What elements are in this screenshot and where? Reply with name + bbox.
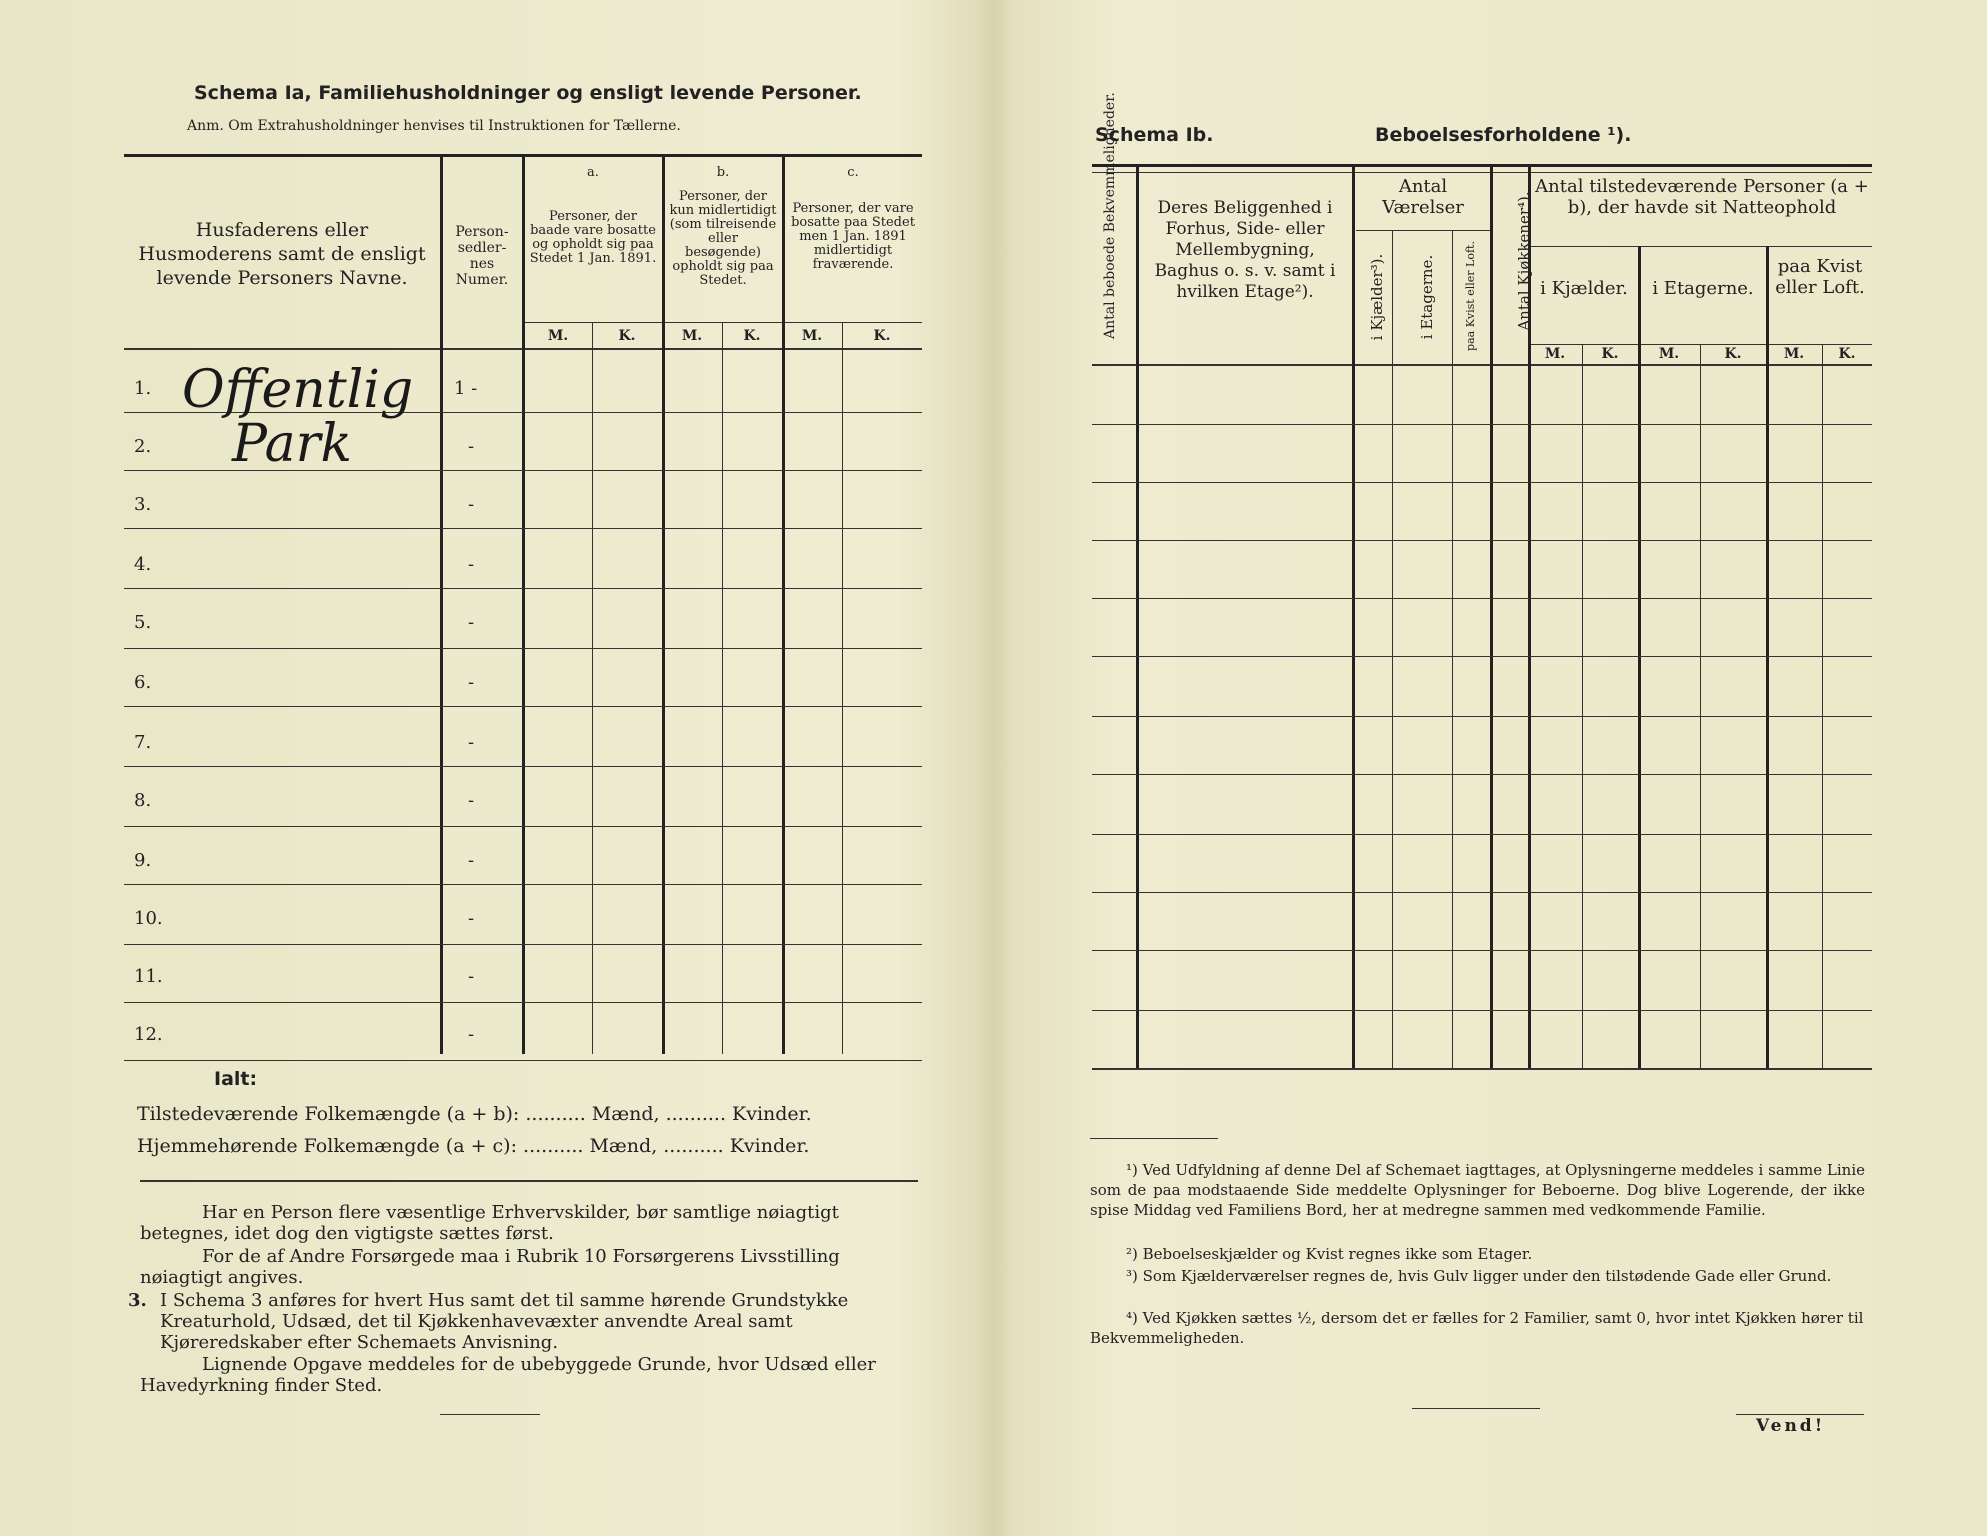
footnote-3: ³) Som Kjælderværelser regnes de, hvis Gulv ligger under den tilstødende Gade eller Grund. bbox=[1126, 1267, 1832, 1285]
annotation-note: Anm. Om Extrahusholdninger henvises til Instruktionen for Tællerne. bbox=[187, 118, 681, 134]
col-name-header: Husfaderens eller Husmoderens samt de ensligt levende Personers Navne. bbox=[138, 219, 426, 289]
col-c-m: M. bbox=[801, 328, 823, 344]
person-number: - bbox=[468, 850, 475, 871]
col-b-m: M. bbox=[681, 328, 703, 344]
row-rule bbox=[124, 588, 922, 589]
schema-1b-subtitle: Beboelsesforholdene ¹). bbox=[1375, 124, 1632, 146]
vend-rule bbox=[1736, 1414, 1864, 1415]
totals-rule bbox=[140, 1180, 918, 1182]
table-bottom-rule bbox=[1092, 1068, 1872, 1070]
row-number: 5. bbox=[134, 612, 152, 633]
paakvist-k: K. bbox=[1838, 346, 1856, 362]
schema-1a-title: Schema Ia, Familiehusholdninger og ensligt levende Personer. bbox=[194, 82, 862, 104]
row-rule bbox=[124, 944, 922, 945]
row-number: 1. bbox=[134, 378, 152, 399]
person-number: 1 - bbox=[454, 378, 478, 399]
ietagerne-m: M. bbox=[1658, 346, 1680, 362]
col-ietagerne-header: i Etagerne. bbox=[1652, 278, 1754, 299]
instruction-paragraph: For de af Andre Forsørgede maa i Rubrik 10 Forsørgerens Livsstilling nøiagtigt angives. bbox=[140, 1246, 840, 1288]
left-page bbox=[22, 0, 997, 1536]
row-rule bbox=[124, 1060, 922, 1061]
row-rule bbox=[124, 884, 922, 885]
col-divider bbox=[1392, 230, 1393, 1070]
col-kjokkener-header: Antal Kjøkkener⁴). bbox=[1515, 191, 1533, 331]
table-top-rule-inner bbox=[1092, 172, 1872, 173]
col-paakvist-header: paa Kvist eller Loft. bbox=[1775, 256, 1865, 298]
col-a-header: Personer, der baade vare bosatte og opholdt sig paa Stedet 1 Jan. 1891. bbox=[529, 209, 657, 266]
row-rule bbox=[1092, 774, 1872, 775]
col-vaerelser-header: Antal Værelser bbox=[1382, 176, 1464, 218]
col-number-header: Person-sedler-nes Numer. bbox=[455, 224, 509, 288]
right-page bbox=[1000, 0, 1965, 1536]
row-number: 7. bbox=[134, 732, 152, 753]
handwritten-entry: Offentlig bbox=[182, 360, 414, 420]
row-rule bbox=[124, 766, 922, 767]
person-number: - bbox=[468, 966, 475, 987]
person-number: - bbox=[468, 732, 475, 753]
instruction-paragraph: Lignende Opgave meddeles for de ubebyggede Grunde, hvor Udsæd eller Havedyrkning finder Sted. bbox=[140, 1354, 876, 1396]
row-number: 12. bbox=[134, 1024, 163, 1045]
table-top-rule bbox=[1092, 164, 1872, 167]
row-rule bbox=[1092, 834, 1872, 835]
row-rule bbox=[124, 1002, 922, 1003]
vaer-rule bbox=[1356, 230, 1492, 231]
ikjaelder-k: K. bbox=[1601, 346, 1619, 362]
person-number: - bbox=[468, 790, 475, 811]
pers-rule bbox=[1530, 246, 1872, 247]
row-number: 9. bbox=[134, 850, 152, 871]
person-number: - bbox=[468, 494, 475, 515]
row-number: 6. bbox=[134, 672, 152, 693]
col-etagerne-header: i Etagerne. bbox=[1418, 254, 1436, 340]
col-c-letter: c. bbox=[847, 165, 859, 180]
col-divider bbox=[662, 154, 665, 1054]
mk-rule bbox=[524, 322, 922, 323]
row-rule bbox=[1092, 424, 1872, 425]
row-rule bbox=[1092, 892, 1872, 893]
footnote-rule bbox=[1090, 1138, 1218, 1139]
col-divider bbox=[1352, 164, 1355, 1070]
row-rule bbox=[1092, 950, 1872, 951]
person-number: - bbox=[468, 612, 475, 633]
row-number: 10. bbox=[134, 908, 163, 929]
row-rule bbox=[1092, 1010, 1872, 1011]
col-divider bbox=[1766, 246, 1769, 1070]
col-ikjaelder-header: i Kjælder. bbox=[1540, 278, 1628, 299]
footnote-1: ¹) Ved Udfyldning af denne Del af Schemaet iagttages, at Oplysningerne meddeles i samme Linie som de paa modstaaende Side meddelte Oplysninger for Beboerne. Dog blive Logerende, der ikke spise Middag ved Familiens Bord, her at medregne sammen med vedkommende Familie. bbox=[1090, 1161, 1865, 1219]
col-kjaelder-header: i Kjælder³). bbox=[1368, 253, 1386, 341]
footnote-4: ⁴) Ved Kjøkken sættes ½, dersom det er fælles for 2 Familier, samt 0, hvor intet Kjøkken hører til Bekvemmeligheden. bbox=[1090, 1309, 1864, 1347]
instruction-paragraph: I Schema 3 anføres for hvert Hus samt det til samme hørende Grundstykke Kreaturhold, Udsæd, det til Kjøkkenhavevæxter anvendte Areal samt Kjøreredskaber efter Schemaets Anvisning. bbox=[160, 1290, 849, 1353]
person-number: - bbox=[468, 672, 475, 693]
col-kvist-header: paa Kvist eller Loft. bbox=[1464, 241, 1477, 351]
col-divider bbox=[440, 154, 443, 1054]
col-a-m: M. bbox=[547, 328, 569, 344]
row-rule bbox=[124, 648, 922, 649]
row-rule bbox=[1092, 716, 1872, 717]
row-rule bbox=[124, 528, 922, 529]
col-personer-header: Antal tilstedeværende Personer (a + b), der havde sit Natteophold bbox=[1535, 176, 1869, 218]
instruction-paragraph: Har en Person flere væsentlige Erhvervskilder, bør samtlige nøiagtigt betegnes, idet dog den vigtigste sættes først. bbox=[140, 1202, 839, 1244]
ikjaelder-m: M. bbox=[1544, 346, 1566, 362]
col-b-letter: b. bbox=[716, 165, 730, 180]
hjemmehorende-line: Hjemmehørende Folkemængde (a + c): .......... Mænd, .......... Kvinder. bbox=[137, 1135, 810, 1157]
person-number: - bbox=[468, 908, 475, 929]
row-rule bbox=[1092, 656, 1872, 657]
person-number: - bbox=[468, 1024, 475, 1045]
col-a-k: K. bbox=[618, 328, 636, 344]
vend-label: Vend! bbox=[1756, 1416, 1826, 1436]
end-rule bbox=[440, 1414, 540, 1415]
col-antal-bekv-header: Antal beboede Bekvemmeligheder. bbox=[1102, 92, 1118, 339]
row-number: 3. bbox=[134, 494, 152, 515]
paakvist-m: M. bbox=[1783, 346, 1805, 362]
col-divider bbox=[1582, 344, 1583, 1070]
row-number: 8. bbox=[134, 790, 152, 811]
row-rule bbox=[1092, 540, 1872, 541]
end-rule bbox=[1412, 1408, 1540, 1409]
person-number: - bbox=[468, 554, 475, 575]
col-a-letter: a. bbox=[587, 165, 599, 180]
col-b-k: K. bbox=[743, 328, 761, 344]
footnote-2: ²) Beboelseskjælder og Kvist regnes ikke som Etager. bbox=[1126, 1245, 1533, 1263]
ialt-label: Ialt: bbox=[214, 1068, 258, 1090]
row-number: 2. bbox=[134, 436, 152, 457]
row-rule bbox=[1092, 598, 1872, 599]
tilstedevaerende-line: Tilstedeværende Folkemængde (a + b): .......... Mænd, .......... Kvinder. bbox=[137, 1103, 812, 1125]
col-divider bbox=[1638, 246, 1641, 1070]
col-divider bbox=[1452, 230, 1453, 1070]
row-number: 4. bbox=[134, 554, 152, 575]
col-divider bbox=[1822, 344, 1823, 1070]
ietagerne-k: K. bbox=[1724, 346, 1742, 362]
header-bottom-rule bbox=[1092, 364, 1872, 366]
row-rule bbox=[124, 826, 922, 827]
col-divider bbox=[782, 154, 785, 1054]
col-beliggenhed-header: Deres Beliggenhed i Forhus, Side- eller Mellembygning, Baghus o. s. v. samt i hvilken Etage²). bbox=[1154, 198, 1336, 302]
col-c-k: K. bbox=[873, 328, 891, 344]
col-divider bbox=[522, 154, 525, 1054]
col-divider bbox=[1136, 164, 1139, 1070]
col-c-header: Personer, der vare bosatte paa Stedet men 1 Jan. 1891 midlertidigt fraværende. bbox=[791, 201, 915, 272]
row-rule bbox=[1092, 482, 1872, 483]
handwritten-entry: Park bbox=[232, 414, 353, 474]
schema-1b-title: Schema Ib. bbox=[1095, 124, 1214, 146]
col-b-header: Personer, der kun midlertidigt (som tilreisende eller besøgende) opholdt sig paa Stedet. bbox=[669, 189, 777, 288]
person-number: - bbox=[468, 436, 475, 457]
instruction-number: 3. bbox=[128, 1290, 147, 1311]
row-number: 11. bbox=[134, 966, 163, 987]
col-divider bbox=[1700, 344, 1701, 1070]
row-rule bbox=[124, 706, 922, 707]
col-divider bbox=[1490, 164, 1493, 1070]
